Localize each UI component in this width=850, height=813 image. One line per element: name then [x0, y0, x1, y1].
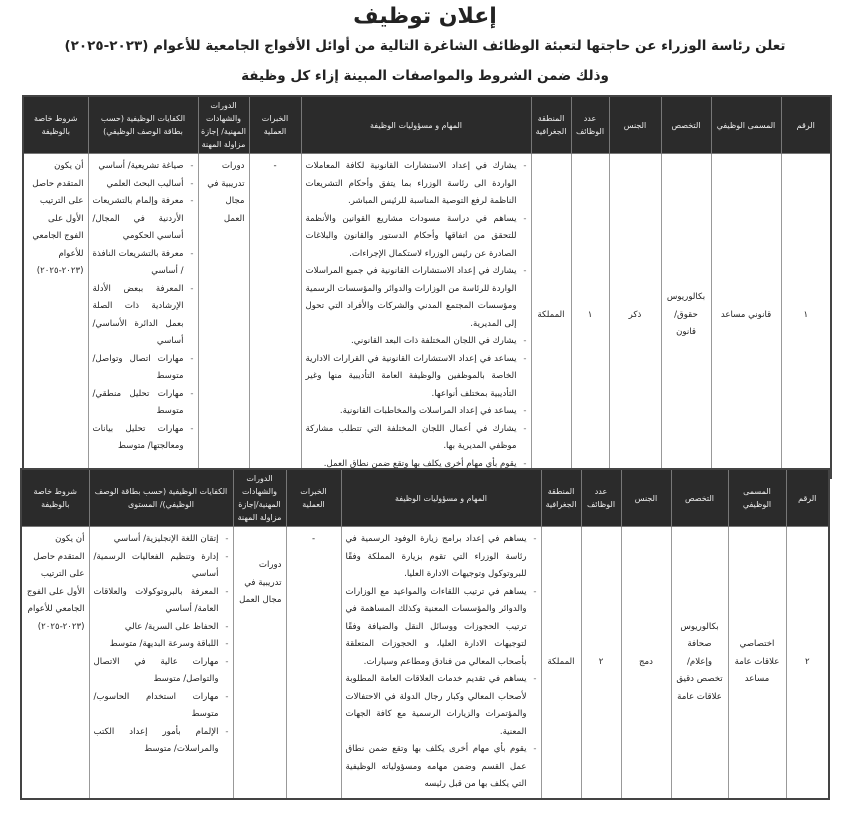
list-item: - إدارة وتنظيم الفعاليات الرسمية/ أساسي [94, 549, 219, 584]
page-title: إعلان توظيف [353, 4, 497, 29]
list-item: - المعرفة ببعض الأدلة الإرشادية ذات الصلة بعمل الدائرة الأساسي/ أساسي [93, 281, 184, 351]
list-item: - يساهم في دراسة مسودات مشاريع القوانين والأنظمة للتحقق من اتفاقها وأحكام الدستور والقانون والبلاغات الصادرة عن رئيس الوزراء لاستكمال الإجراءات. [306, 211, 517, 264]
list-item: - يقوم بأي مهام أخرى يكلف بها وتقع ضمن نطاق عمل القسم وضمن مهامه ومسؤولياته الوظيفية التي يكلف بها من قبل رئيسه [346, 741, 527, 794]
cell-duties [301, 154, 531, 479]
list-item: - يساعد في إعداد الاستشارات القانونية في القرارات الادارية الخاصة بالموظفين والوظيفة العامة التأديبية منها وغير التأديبية بمختلف أنواعها. [306, 351, 517, 404]
cell-job-title: اختصاصي علاقات عامة مساعد [728, 527, 786, 799]
column-header: الدورات والشهادات المهنية/ إجازة مزاولة المهنة [198, 96, 249, 154]
column-header: التخصص [661, 96, 711, 154]
list-item: - إتقان اللغة الإنجليزية/ أساسي [94, 531, 219, 549]
cell-count: ٢ [581, 527, 621, 799]
column-header: المنطقة الجغرافية [541, 469, 581, 527]
list-item: - مهارات تحليل بيانات ومعالجتها/ متوسط [93, 421, 184, 456]
list-item: - يشارك في اللجان المختلفة ذات البعد القانوني. [306, 333, 517, 351]
cell-gender: ذكر [609, 154, 661, 479]
column-header: الكفايات الوظيفية (حسب بطاقة الوصف الوظيفي) [88, 96, 198, 154]
cell-experience: - [249, 154, 301, 479]
column-header: الخبرات العملية [286, 469, 341, 527]
column-header: المسمى الوظيفي [711, 96, 781, 154]
competencies-list [94, 531, 229, 759]
cell-specialization: بكالوريوس حقوق/ قانون [661, 154, 711, 479]
competencies-list [93, 158, 194, 456]
column-header: الكفايات الوظيفية (حسب بطاقة الوصف الوظيفي)/ المستوى [89, 469, 233, 527]
duties-list [306, 158, 527, 473]
list-item: - يشارك في أعمال اللجان المختلفة التي تتطلب مشاركة موظفي المديرية بها. [306, 421, 517, 456]
cell-competencies [88, 154, 198, 479]
column-header: المهام و مسؤوليات الوظيفة [341, 469, 541, 527]
cell-courses: دورات تدريبية في مجال العمل [233, 527, 286, 799]
list-item: - مهارات تحليل منطقي/ متوسط [93, 386, 184, 421]
list-item: - الحفاظ على السرية/ عالي [94, 619, 219, 637]
list-item: - معرفة بالتشريعات النافذة / أساسي [93, 246, 184, 281]
column-header: شروط خاصة بالوظيفة [21, 469, 89, 527]
cell-gender: دمج [621, 527, 671, 799]
list-item: - صياغة تشريعية/ أساسي [93, 158, 184, 176]
column-header: الدورات والشهادات المهنية/إجازة مزاولة المهنة [233, 469, 286, 527]
table-header-row [21, 469, 829, 527]
cell-number: ٢ [786, 527, 829, 799]
cell-specialization: بكالوريوس صحافة وإعلام/ تخصص دقيق علاقات عامة [671, 527, 728, 799]
list-item: - المعرفة بالبروتوكولات والعلاقات العامة/ أساسي [94, 584, 219, 619]
list-item: - مهارات استخدام الحاسوب/ متوسط [94, 689, 219, 724]
announcement-subtitle: تعلن رئاسة الوزراء عن حاجتها لتعبئة الوظائف الشاغرة التالية من أوائل الأفواج الجامعية للأعوام (٢٠٢٣-٢٠٢٥) [64, 38, 786, 54]
list-item: - يشارك في إعداد الاستشارات القانونية لكافة المعاملات الواردة الى رئاسة الوزراء بما يتفق وأحكام التشريعات الناظمة لرفع التوصية المناسبة للرئيس المباشر. [306, 158, 517, 211]
duties-list [346, 531, 537, 794]
column-header: عدد الوظائف [571, 96, 609, 154]
column-header: الخبرات العملية [249, 96, 301, 154]
table-header-row [23, 96, 831, 154]
cell-region: المملكة [531, 154, 571, 479]
column-header: عدد الوظائف [581, 469, 621, 527]
cell-competencies [89, 527, 233, 799]
announcement-conditions-line: وذلك ضمن الشروط والمواصفات المبينة إزاء كل وظيفة [241, 68, 609, 84]
list-item: - يساهم في إعداد برامج زيارة الوفود الرسمية في رئاسة الوزراء التي تقوم بزيارة المملكة وفقًا للبروتوكول وتوجيهات الادارة العليا. [346, 531, 527, 584]
column-header: الجنس [609, 96, 661, 154]
list-item: - معرفة وإلمام بالتشريعات الأردنية في المجال/ أساسي الحكومي [93, 193, 184, 246]
cell-job-title: قانوني مساعد [711, 154, 781, 479]
column-header: الرقم [786, 469, 829, 527]
column-header: المهام و مسؤوليات الوظيفة [301, 96, 531, 154]
column-header: المسمى الوظيفي [728, 469, 786, 527]
column-header: الرقم [781, 96, 831, 154]
cell-region: المملكة [541, 527, 581, 799]
cell-duties [341, 527, 541, 799]
list-item: - أساليب البحث العلمي [93, 176, 184, 194]
cell-number: ١ [781, 154, 831, 479]
column-header: التخصص [671, 469, 728, 527]
table-row [21, 527, 829, 799]
cell-courses: دورات تدريبية في مجال العمل [198, 154, 249, 479]
list-item: - يشارك في إعداد الاستشارات القانونية في جميع المراسلات الواردة للرئاسة من الوزارات والدوائر والمؤسسات الرسمية ومؤسسات المجتمع المدني والشركات والأفراد التي تحول إلى المديرية. [306, 263, 517, 333]
column-header: شروط خاصة بالوظيفة [23, 96, 88, 154]
column-header: المنطقة الجغرافية [531, 96, 571, 154]
job-table-1 [22, 95, 832, 479]
cell-special-conditions: أن يكون المتقدم حاصل على الترتيب الأول على الفوج الجامعي للأعوام (٢٠٢٣-٢٠٢٥) [23, 154, 88, 479]
list-item: - الإلمام بأمور إعداد الكتب والمراسلات/ متوسط [94, 724, 219, 759]
cell-special-conditions: أن يكون المتقدم حاصل على الترتيب الأول على الفوج الجامعي للأعوام (٢٠٢٣-٢٠٢٥) [21, 527, 89, 799]
list-item: - يساهم في ترتيب اللقاءات والمواعيد مع الوزارات والدوائر والمؤسسات المعنية وكذلك المساهمة في ترتيب الحجوزات ووسائل النقل والضيافة وفقًا لتوجيهات الادارة العليا، و الحجوزات المتعلقة بأصحاب المعالي من فنادق ومطاعم وسيارات. [346, 584, 527, 672]
column-header: الجنس [621, 469, 671, 527]
job-table-2 [20, 468, 830, 800]
list-item: - مهارات عالية في الاتصال والتواصل/ متوسط [94, 654, 219, 689]
cell-experience: - [286, 527, 341, 799]
list-item: - مهارات اتصال وتواصل/ متوسط [93, 351, 184, 386]
list-item: - يقوم بأي مهام أخرى يكلف بها وتقع ضمن نطاق العمل. [306, 456, 517, 474]
list-item: - يساهم في تقديم خدمات العلاقات العامة المطلوبة لأصحاب المعالي وكبار رجال الدولة في الاحتفالات والمؤتمرات والزيارات الرسمية مع كافة الجهات المعنية. [346, 671, 527, 741]
cell-count: ١ [571, 154, 609, 479]
list-item: - يساعد في إعداد المراسلات والمخاطبات القانونية. [306, 403, 517, 421]
list-item: - اللباقة وسرعة البديهة/ متوسط [94, 636, 219, 654]
table-row [23, 154, 831, 479]
